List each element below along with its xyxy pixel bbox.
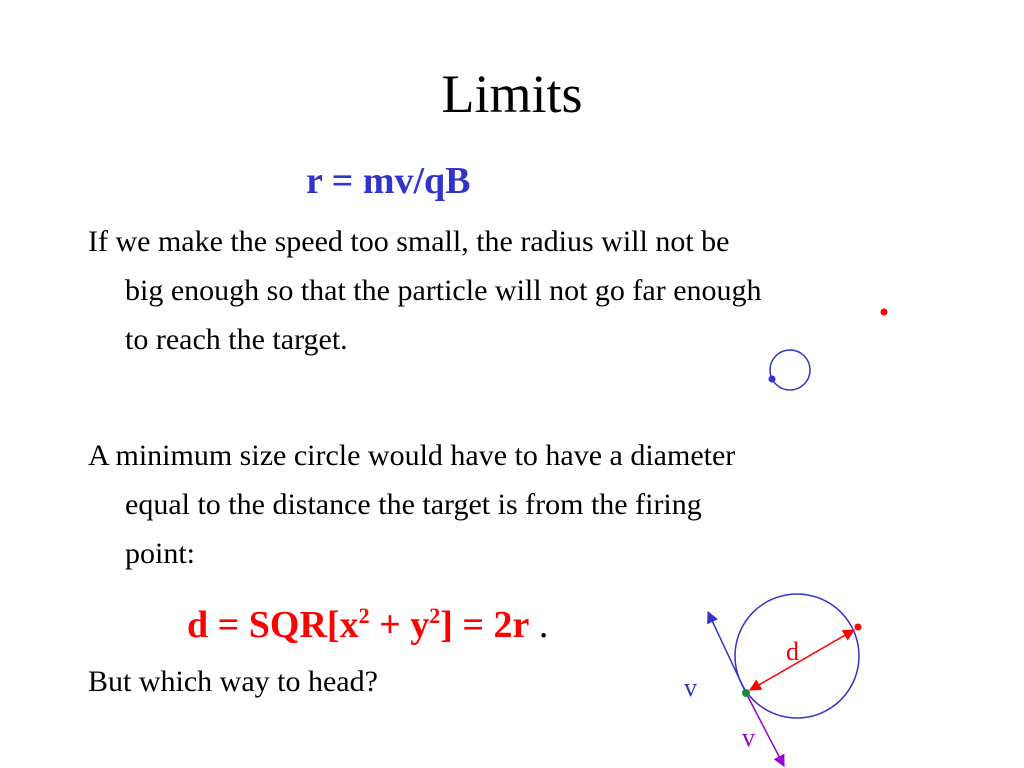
slide-title: Limits xyxy=(441,64,583,124)
question-text: But which way to head? xyxy=(88,665,378,698)
formula-period: . xyxy=(529,604,549,646)
particle-dot xyxy=(769,376,776,383)
distance-formula-part3: ] = 2r xyxy=(440,604,530,646)
target-dot-upper xyxy=(881,309,888,316)
label-v-purple: v xyxy=(742,723,755,752)
paragraph-speed-too-small: If we make the speed too small, the radius will not be big enough so that the particle will not go far enough to reach the target. xyxy=(88,225,762,356)
paragraph-minimum-circle: A minimum size circle would have to have a diameter equal to the distance the target is from the firing point: xyxy=(88,439,736,570)
superscript-x: 2 xyxy=(358,603,370,628)
firing-point-dot xyxy=(742,689,750,697)
velocity-arrow-up xyxy=(708,612,746,693)
label-v-blue: v xyxy=(684,673,697,702)
label-d: d xyxy=(786,637,799,666)
radius-formula: r = mv/qB xyxy=(306,160,471,202)
distance-formula-part2: + y xyxy=(369,604,430,646)
distance-formula-part1: d = SQR[x xyxy=(187,604,359,646)
diameter-arrow xyxy=(750,630,854,690)
small-trajectory-circle xyxy=(770,350,810,390)
superscript-y: 2 xyxy=(429,603,441,628)
target-dot-lower xyxy=(855,624,862,631)
